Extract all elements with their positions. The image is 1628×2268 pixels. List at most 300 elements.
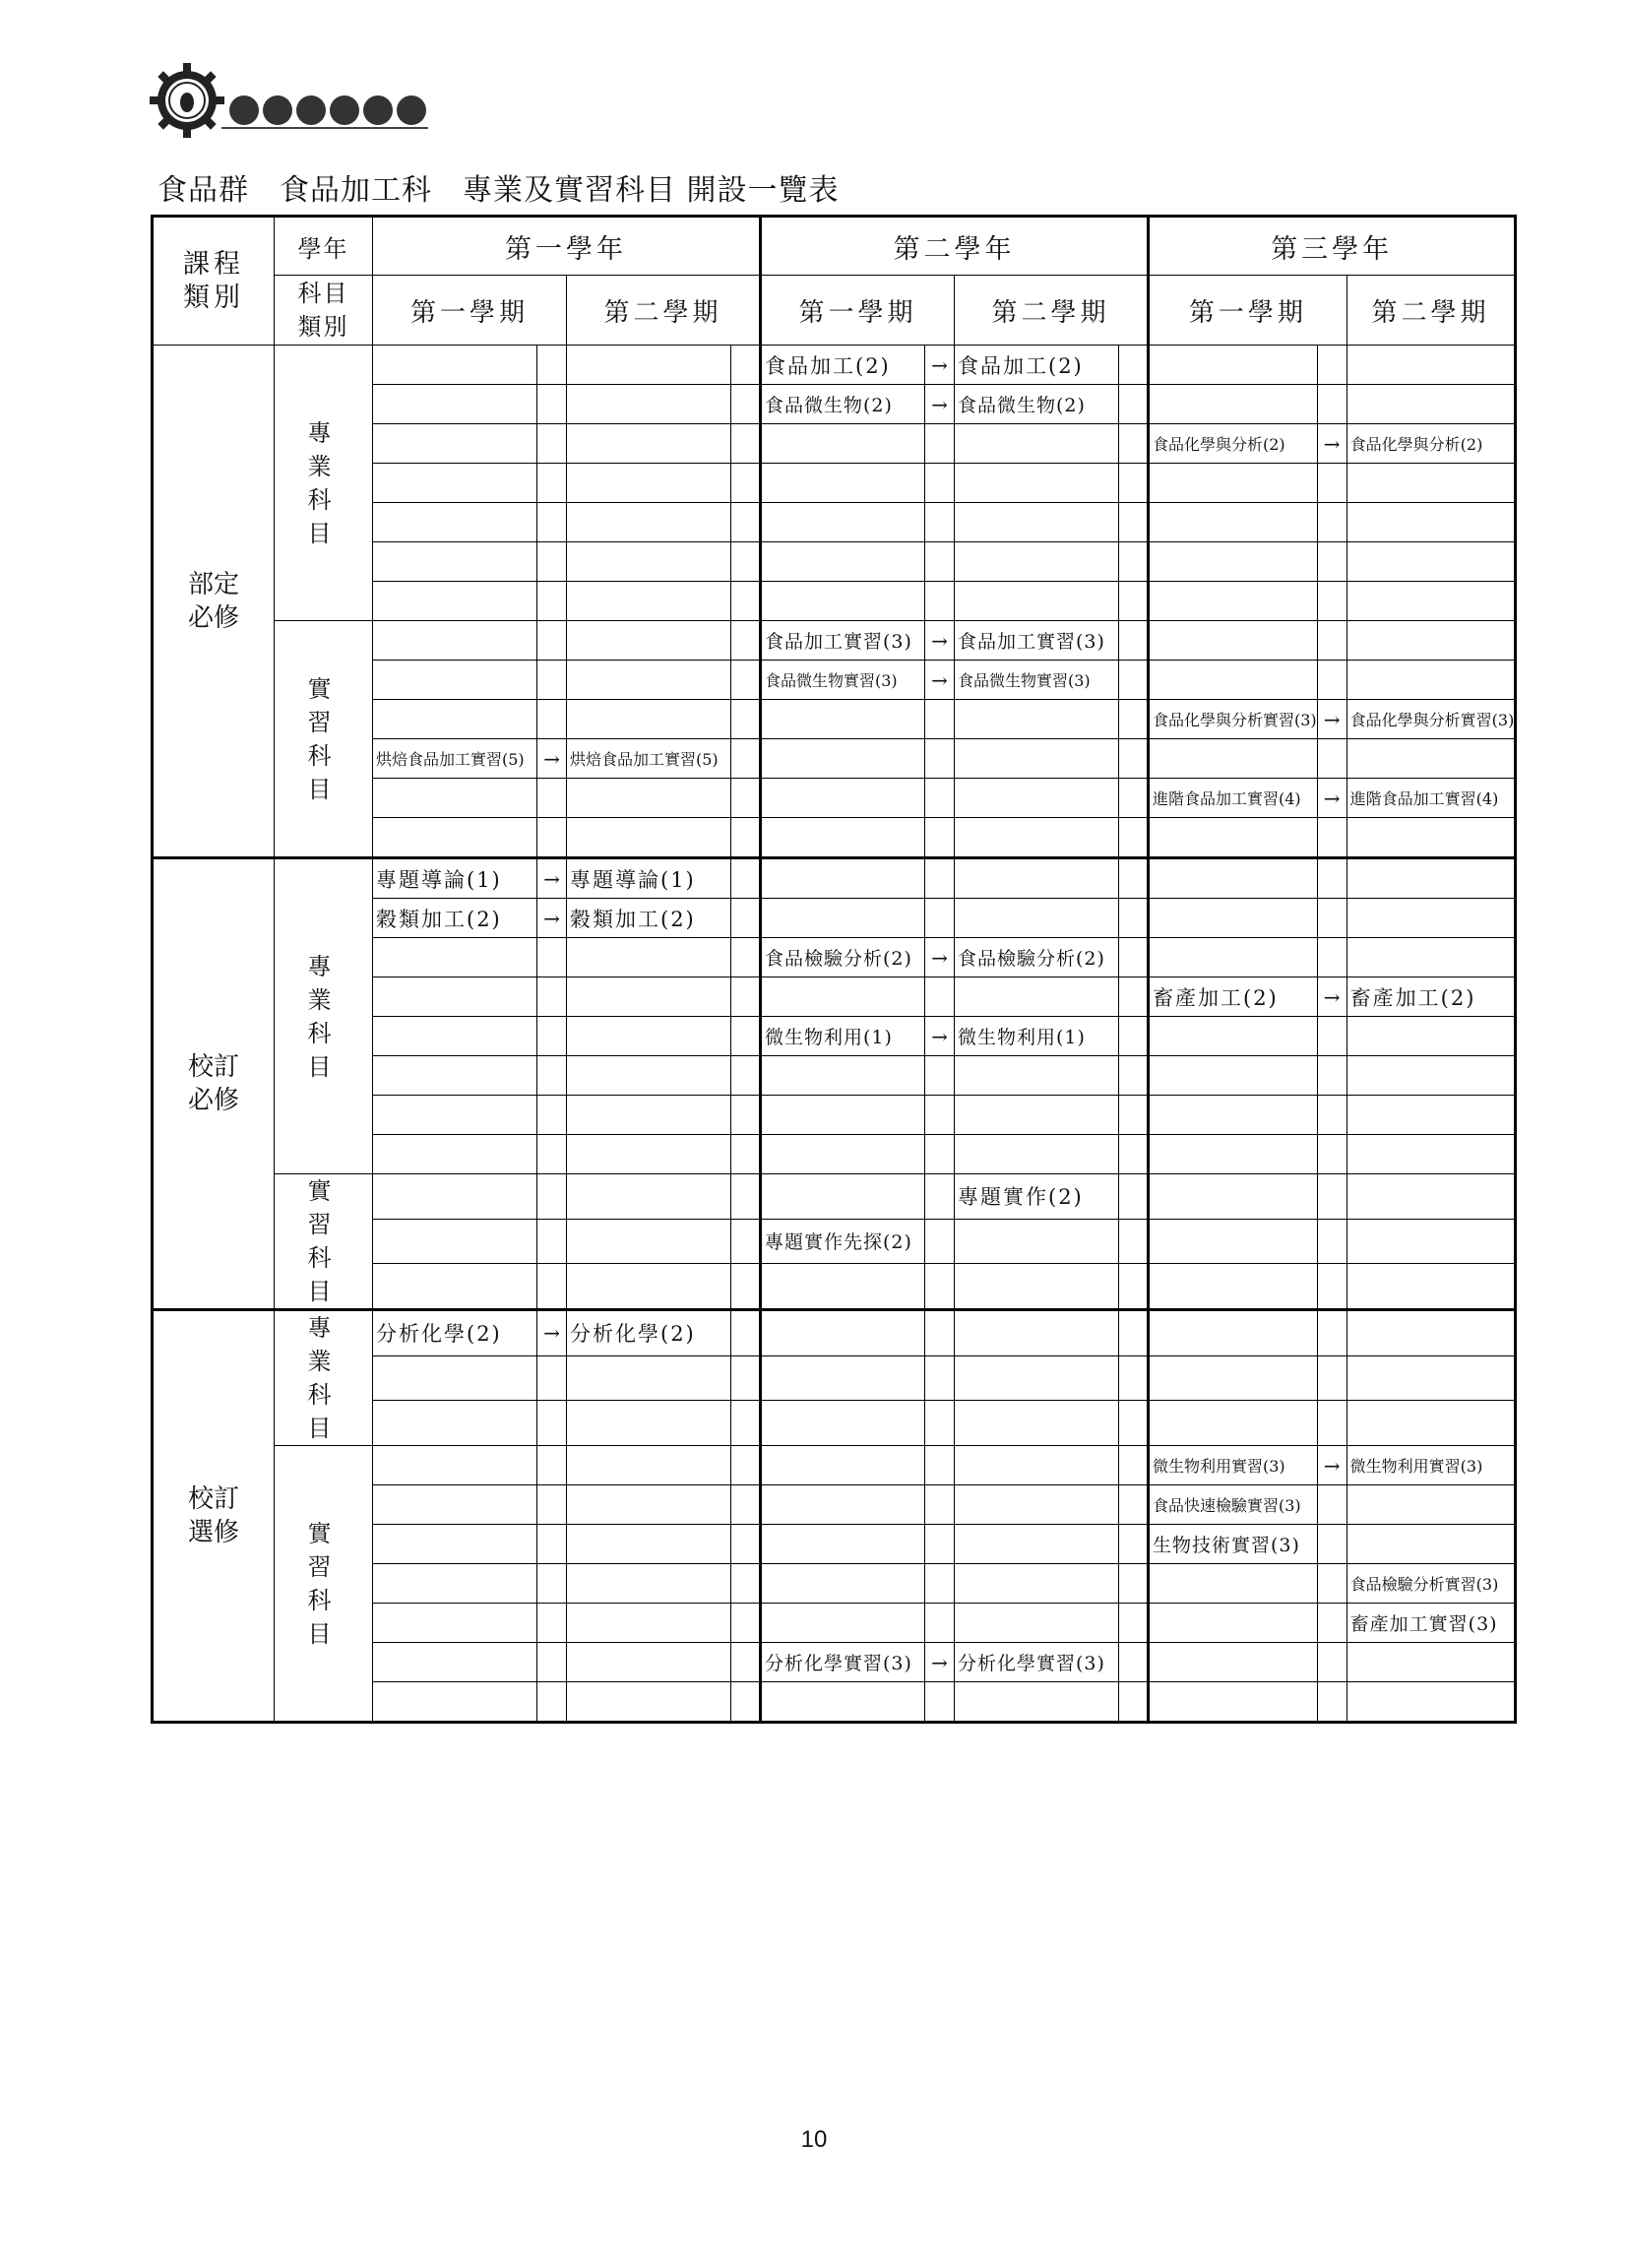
y2-sem1-header: 第一學期	[761, 276, 955, 346]
course-cell	[373, 1135, 537, 1174]
arrow-cell	[925, 779, 955, 818]
course-cell	[1346, 542, 1516, 582]
course-cell	[567, 582, 731, 621]
arrow-cell	[1317, 818, 1346, 858]
course-cell	[373, 700, 537, 739]
arrow-cell	[1317, 1525, 1346, 1564]
arrow-cell	[1317, 1643, 1346, 1682]
arrow-cell	[1317, 938, 1346, 977]
arrow-cell	[1317, 464, 1346, 503]
course-cell: 畜產加工實習(3)	[1346, 1604, 1516, 1643]
course-cell	[567, 1525, 731, 1564]
course-cell: 專題導論(1)	[567, 858, 731, 899]
course-cell: 畜產加工(2)	[1346, 977, 1516, 1017]
arrow-cell	[1119, 1604, 1149, 1643]
arrow-cell	[925, 1135, 955, 1174]
subject-category-cell: 實習科目	[275, 1446, 373, 1723]
arrow-cell	[537, 1355, 567, 1401]
subject-category-cell: 專業科目	[275, 858, 373, 1174]
arrow-cell	[731, 1096, 761, 1135]
course-cell	[761, 424, 925, 464]
course-cell	[373, 1525, 537, 1564]
course-cell	[761, 779, 925, 818]
arrow-cell	[1119, 1446, 1149, 1485]
course-cell	[1346, 385, 1516, 424]
arrow-cell	[1317, 1056, 1346, 1096]
course-cell	[373, 346, 537, 385]
school-logo	[148, 61, 433, 140]
arrow-cell	[1119, 1096, 1149, 1135]
course-cell	[373, 464, 537, 503]
arrow-cell	[731, 779, 761, 818]
course-cell	[1149, 542, 1318, 582]
course-cell	[567, 977, 731, 1017]
arrow-cell	[731, 1355, 761, 1401]
course-cell	[373, 1174, 537, 1220]
course-cell	[761, 1682, 925, 1723]
arrow-cell	[925, 1401, 955, 1446]
course-cell	[1346, 1310, 1516, 1356]
course-cell	[1346, 818, 1516, 858]
course-cell	[761, 1564, 925, 1604]
course-cell	[567, 385, 731, 424]
arrow-cell	[1119, 899, 1149, 938]
course-cell: 食品檢驗分析實習(3)	[1346, 1564, 1516, 1604]
arrow-cell	[731, 1604, 761, 1643]
arrow-cell	[1119, 700, 1149, 739]
arrow-cell	[731, 739, 761, 779]
arrow-cell	[1317, 661, 1346, 700]
course-cell	[1149, 1310, 1318, 1356]
arrow-cell	[1317, 346, 1346, 385]
course-cell	[955, 1604, 1119, 1643]
course-cell	[1149, 1174, 1318, 1220]
y3-sem1-header: 第一學期	[1149, 276, 1347, 346]
course-cell	[1149, 346, 1318, 385]
arrow-cell	[731, 1525, 761, 1564]
gear-seal-icon	[150, 63, 224, 138]
arrow-cell	[731, 346, 761, 385]
course-cell	[1346, 1017, 1516, 1056]
arrow-cell	[1317, 582, 1346, 621]
arrow-icon: →	[1317, 700, 1346, 739]
arrow-cell	[925, 739, 955, 779]
arrow-cell	[1119, 1174, 1149, 1220]
course-cell	[955, 464, 1119, 503]
course-cell	[1149, 1682, 1318, 1723]
arrow-icon: →	[925, 1017, 955, 1056]
course-cell	[761, 818, 925, 858]
arrow-cell	[731, 1446, 761, 1485]
course-cell	[567, 621, 731, 661]
arrow-cell	[1119, 385, 1149, 424]
course-cell	[373, 424, 537, 464]
y2-sem2-header: 第二學期	[955, 276, 1149, 346]
arrow-cell	[1317, 1135, 1346, 1174]
course-cell: 食品檢驗分析(2)	[955, 938, 1119, 977]
course-cell	[567, 1264, 731, 1310]
arrow-icon: →	[537, 899, 567, 938]
course-cell	[373, 1056, 537, 1096]
arrow-icon: →	[925, 661, 955, 700]
arrow-cell	[731, 503, 761, 542]
course-cell	[761, 1056, 925, 1096]
arrow-cell	[1119, 503, 1149, 542]
course-cell	[955, 858, 1119, 899]
course-cell: 專題導論(1)	[373, 858, 537, 899]
arrow-cell	[1119, 1564, 1149, 1604]
course-cell	[1346, 1264, 1516, 1310]
arrow-cell	[537, 1135, 567, 1174]
year3-header: 第三學年	[1149, 217, 1516, 276]
arrow-cell	[925, 1485, 955, 1525]
table-row	[153, 1446, 1516, 1485]
course-cell	[567, 938, 731, 977]
course-cell	[761, 1401, 925, 1446]
arrow-cell	[925, 1682, 955, 1723]
subject-category-header: 科目類別	[275, 276, 373, 346]
course-cell	[955, 1135, 1119, 1174]
arrow-cell	[1119, 1219, 1149, 1264]
course-cell	[955, 1056, 1119, 1096]
course-type-cell: 部定必修	[153, 346, 275, 858]
course-cell	[1149, 1564, 1318, 1604]
arrow-cell	[731, 899, 761, 938]
course-cell: 食品加工(2)	[761, 346, 925, 385]
course-cell	[567, 1682, 731, 1723]
course-cell: 穀類加工(2)	[567, 899, 731, 938]
arrow-icon: →	[537, 858, 567, 899]
course-cell	[1346, 1096, 1516, 1135]
course-cell	[955, 1264, 1119, 1310]
arrow-cell	[731, 818, 761, 858]
course-cell	[1346, 621, 1516, 661]
arrow-cell	[1317, 1564, 1346, 1604]
arrow-cell	[1317, 858, 1346, 899]
arrow-cell	[925, 1174, 955, 1220]
arrow-cell	[925, 1310, 955, 1356]
arrow-cell	[1317, 503, 1346, 542]
course-cell	[373, 1564, 537, 1604]
course-cell	[1346, 503, 1516, 542]
arrow-cell	[1317, 899, 1346, 938]
course-cell	[955, 582, 1119, 621]
arrow-cell	[1119, 1682, 1149, 1723]
course-cell	[761, 1525, 925, 1564]
arrow-cell	[537, 1096, 567, 1135]
arrow-icon: →	[1317, 1446, 1346, 1485]
arrow-cell	[925, 1604, 955, 1643]
table-row	[153, 858, 1516, 899]
course-cell	[1149, 1096, 1318, 1135]
course-cell	[955, 424, 1119, 464]
course-cell	[567, 700, 731, 739]
course-cell: 分析化學(2)	[567, 1310, 731, 1356]
course-cell: 微生物利用(1)	[955, 1017, 1119, 1056]
course-cell	[1149, 464, 1318, 503]
course-cell	[373, 1355, 537, 1401]
table-row	[153, 1310, 1516, 1356]
arrow-icon: →	[925, 385, 955, 424]
course-cell	[761, 1485, 925, 1525]
arrow-cell	[1317, 385, 1346, 424]
arrow-cell	[1119, 858, 1149, 899]
table-row	[153, 1174, 1516, 1220]
arrow-cell	[537, 1017, 567, 1056]
arrow-cell	[1317, 1604, 1346, 1643]
arrow-cell	[925, 464, 955, 503]
arrow-cell	[1119, 977, 1149, 1017]
course-cell	[1346, 1219, 1516, 1264]
arrow-cell	[537, 1604, 567, 1643]
course-cell	[1346, 938, 1516, 977]
course-cell	[1346, 1682, 1516, 1723]
subject-category-cell: 實習科目	[275, 1174, 373, 1310]
course-cell	[1149, 739, 1318, 779]
subject-category-cell: 實習科目	[275, 621, 373, 858]
course-cell	[373, 1264, 537, 1310]
arrow-icon: →	[1317, 977, 1346, 1017]
course-cell	[373, 779, 537, 818]
arrow-cell	[731, 1643, 761, 1682]
arrow-cell	[537, 385, 567, 424]
course-cell	[761, 700, 925, 739]
course-cell	[955, 503, 1119, 542]
course-cell: 食品加工(2)	[955, 346, 1119, 385]
course-cell	[567, 1355, 731, 1401]
arrow-cell	[1119, 1056, 1149, 1096]
arrow-icon: →	[925, 1643, 955, 1682]
course-cell	[761, 464, 925, 503]
course-cell	[567, 779, 731, 818]
course-type-cell: 校訂必修	[153, 858, 275, 1310]
course-cell	[761, 582, 925, 621]
arrow-cell	[1317, 1485, 1346, 1525]
course-cell	[955, 1446, 1119, 1485]
arrow-cell	[731, 1485, 761, 1525]
arrow-cell	[537, 1643, 567, 1682]
course-cell	[761, 1135, 925, 1174]
arrow-cell	[537, 1056, 567, 1096]
arrow-cell	[1317, 1219, 1346, 1264]
table-row	[153, 346, 1516, 385]
arrow-cell	[731, 1682, 761, 1723]
arrow-cell	[537, 464, 567, 503]
course-cell	[955, 1310, 1119, 1356]
arrow-cell	[731, 1310, 761, 1356]
arrow-cell	[1317, 542, 1346, 582]
arrow-cell	[925, 977, 955, 1017]
course-type-header: 課程類別	[153, 217, 275, 346]
course-cell	[373, 621, 537, 661]
arrow-cell	[731, 1219, 761, 1264]
course-cell	[373, 1219, 537, 1264]
course-cell	[1149, 503, 1318, 542]
course-cell: 食品化學與分析實習(3)	[1346, 700, 1516, 739]
arrow-cell	[537, 700, 567, 739]
arrow-cell	[537, 1525, 567, 1564]
course-cell: 烘焙食品加工實習(5)	[567, 739, 731, 779]
course-cell	[955, 1682, 1119, 1723]
course-cell: 食品化學與分析實習(3)	[1149, 700, 1318, 739]
arrow-cell	[537, 621, 567, 661]
course-cell	[955, 1485, 1119, 1525]
course-cell: 食品快速檢驗實習(3)	[1149, 1485, 1318, 1525]
course-cell	[1149, 1264, 1318, 1310]
course-cell	[373, 1485, 537, 1525]
arrow-cell	[925, 1219, 955, 1264]
course-cell: 食品微生物實習(3)	[955, 661, 1119, 700]
arrow-cell	[1317, 1310, 1346, 1356]
course-cell	[761, 1446, 925, 1485]
course-cell	[1149, 818, 1318, 858]
course-cell: 進階食品加工實習(4)	[1346, 779, 1516, 818]
course-cell	[1346, 346, 1516, 385]
arrow-cell	[731, 1056, 761, 1096]
arrow-cell	[537, 1174, 567, 1220]
course-cell	[761, 542, 925, 582]
course-cell	[373, 503, 537, 542]
page-heading: 食品群 食品加工科 專業及實習科目 開設一覽表	[157, 173, 840, 208]
course-cell	[1149, 1219, 1318, 1264]
year2-header: 第二學年	[761, 217, 1149, 276]
course-cell	[1149, 938, 1318, 977]
course-cell	[1346, 661, 1516, 700]
arrow-cell	[537, 1446, 567, 1485]
course-cell	[1346, 1401, 1516, 1446]
course-cell	[955, 700, 1119, 739]
course-cell	[567, 661, 731, 700]
course-cell	[1149, 1643, 1318, 1682]
course-cell: 進階食品加工實習(4)	[1149, 779, 1318, 818]
arrow-cell	[925, 700, 955, 739]
arrow-cell	[1317, 739, 1346, 779]
course-cell	[955, 1525, 1119, 1564]
course-cell	[1346, 1525, 1516, 1564]
arrow-cell	[1119, 938, 1149, 977]
arrow-cell	[1317, 1017, 1346, 1056]
arrow-cell	[731, 977, 761, 1017]
arrow-cell	[1119, 1525, 1149, 1564]
course-cell	[955, 977, 1119, 1017]
arrow-cell	[537, 346, 567, 385]
course-cell	[1149, 1135, 1318, 1174]
course-cell	[373, 542, 537, 582]
course-cell	[955, 1096, 1119, 1135]
arrow-cell	[731, 621, 761, 661]
arrow-cell	[537, 503, 567, 542]
arrow-cell	[537, 1682, 567, 1723]
course-cell: 專題實作(2)	[955, 1174, 1119, 1220]
course-cell	[1346, 1355, 1516, 1401]
course-cell	[373, 977, 537, 1017]
arrow-cell	[537, 582, 567, 621]
arrow-cell	[537, 938, 567, 977]
course-cell	[761, 1604, 925, 1643]
course-cell	[761, 1264, 925, 1310]
arrow-cell	[925, 1525, 955, 1564]
course-cell	[1149, 582, 1318, 621]
arrow-cell	[1317, 621, 1346, 661]
arrow-cell	[731, 1017, 761, 1056]
course-cell: 分析化學實習(3)	[761, 1643, 925, 1682]
arrow-cell	[1119, 1310, 1149, 1356]
arrow-cell	[1317, 1096, 1346, 1135]
arrow-icon: →	[925, 346, 955, 385]
course-cell	[1149, 1017, 1318, 1056]
course-cell	[567, 1446, 731, 1485]
course-cell	[955, 1355, 1119, 1401]
arrow-cell	[1119, 661, 1149, 700]
course-cell	[567, 1604, 731, 1643]
arrow-cell	[731, 938, 761, 977]
course-cell	[1149, 1604, 1318, 1643]
arrow-cell	[925, 1264, 955, 1310]
arrow-cell	[537, 1564, 567, 1604]
arrow-cell	[1317, 1682, 1346, 1723]
course-cell: 微生物利用實習(3)	[1149, 1446, 1318, 1485]
course-cell	[373, 1096, 537, 1135]
arrow-cell	[1119, 464, 1149, 503]
course-cell	[1149, 1401, 1318, 1446]
course-cell	[373, 1017, 537, 1056]
course-cell: 食品檢驗分析(2)	[761, 938, 925, 977]
course-cell: 食品微生物(2)	[955, 385, 1119, 424]
course-cell	[373, 385, 537, 424]
arrow-cell	[537, 977, 567, 1017]
course-cell	[567, 818, 731, 858]
course-cell	[373, 1643, 537, 1682]
arrow-cell	[925, 1564, 955, 1604]
arrow-cell	[537, 1401, 567, 1446]
arrow-cell	[537, 1264, 567, 1310]
y1-sem2-header: 第二學期	[567, 276, 761, 346]
course-cell	[373, 1682, 537, 1723]
arrow-cell	[731, 1135, 761, 1174]
arrow-cell	[537, 1485, 567, 1525]
course-cell	[955, 542, 1119, 582]
course-cell	[567, 503, 731, 542]
page-number: 10	[800, 2126, 828, 2153]
course-cell	[567, 542, 731, 582]
course-cell	[1149, 621, 1318, 661]
course-cell	[761, 977, 925, 1017]
course-cell	[1149, 899, 1318, 938]
course-cell: 食品微生物實習(3)	[761, 661, 925, 700]
arrow-cell	[925, 1355, 955, 1401]
arrow-cell	[731, 464, 761, 503]
course-cell	[955, 779, 1119, 818]
course-cell	[761, 1355, 925, 1401]
arrow-icon: →	[537, 739, 567, 779]
table-row	[153, 621, 1516, 661]
course-cell	[567, 1174, 731, 1220]
arrow-cell	[537, 661, 567, 700]
course-cell: 穀類加工(2)	[373, 899, 537, 938]
course-cell	[373, 938, 537, 977]
course-cell	[1149, 858, 1318, 899]
course-cell: 食品加工實習(3)	[955, 621, 1119, 661]
course-cell	[567, 1096, 731, 1135]
course-cell	[955, 1564, 1119, 1604]
course-cell	[1149, 1056, 1318, 1096]
course-cell	[567, 346, 731, 385]
arrow-cell	[731, 1564, 761, 1604]
course-cell	[567, 1056, 731, 1096]
course-cell	[567, 1643, 731, 1682]
arrow-cell	[1317, 1264, 1346, 1310]
arrow-cell	[731, 582, 761, 621]
